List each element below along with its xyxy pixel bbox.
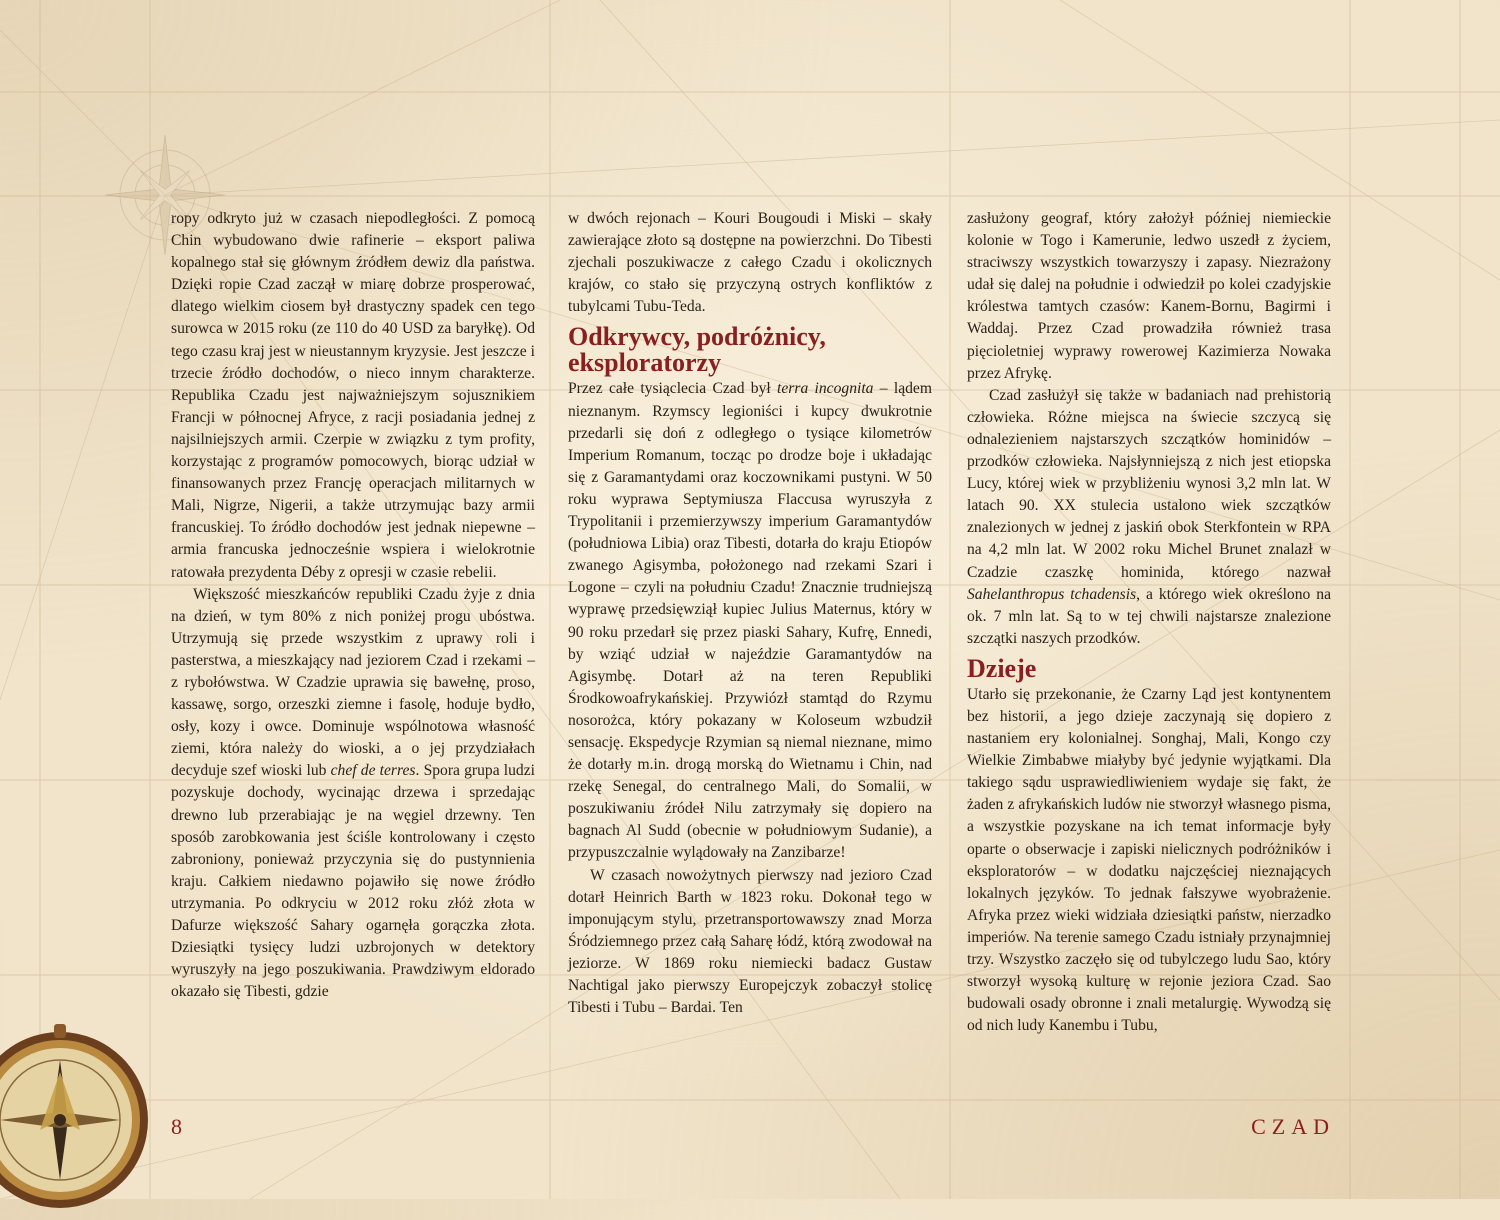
section-heading: Dzieje [967,653,1037,683]
paragraph: W czasach nowożytnych pierwszy nad jezioro Czad dotarł Heinrich Barth w 1823 roku. Dokonał tego w imponującym stylu, przetransportowawszy znad Morza Śródziemnego przez całą Saharę łódź, którą zwodował na jeziorze. W 1869 roku niemiecki badacz Gustaw Nachtigal jako pierwszy Europejczyk zobaczył stolicę Tibesti i Tubu – Bardai. Ten [568,866,932,1017]
paragraph: Utarło się przekonanie, że Czarny Ląd jest kontynentem bez historii, a jego dzieje zaczynają się dopiero z nastaniem ery kolonialnej. Songhaj, Mali, Kongo czy Wielkie Zimbabwe miałyby być jedynie wyjątkami. Dla takiego sądu usprawiedliwieniem wydaje się fakt, że żaden z afrykańskich ludów nie stworzył własnego pisma, a wszystkie pozyskane na ich temat informacje były oparte o obserwacje i zapiski nielicznych podróżników i eksploratorów – w dodatku najczęściej nieznających lokalnych języków. To jednak fałszywe wyobrażenie. Afryka przez wieki widziała dziesiątki państw, nierzadko imperiów. Na terenie samego Czadu istniały przynajmniej trzy. Wszystko zaczęło się od tubylczego ludu Sao, który stworzył wysoką kulturę w rejonie jeziora Czad. Sao budowali osady obronne i znali metalurgię. Wywodzą się od nich ludy Kanembu i Tubu, [967,685,1331,1035]
paragraph: w dwóch rejonach – Kouri Bougoudi i Miski – skały zawierające złoto są dostępne na powierzchni. Do Tibesti zjechali poszukiwacze z całego Czadu i okolicznych krajów, co stało się przyczyną ostrych konfliktów z tubylcami Tubu-Teda. [568,210,932,316]
page-number: 8 [171,1114,182,1139]
text-column-3 [967,208,1331,1037]
compass-icon [0,1020,160,1220]
paragraph: Przez całe tysiąclecia Czad był terra incognita – lądem nieznanym. Rzymscy legioniści i kupcy dwukrotnie przedarli się doń z odległego o tysiące kilometrów Imperium Romanum, tocząc po drodze boje i układając się z Garamantydami oraz koczownikami pustyni. W 50 roku wyprawa Septymiusza Flaccusa wyruszyła z Trypolitanii i przemierzywszy imperium Garamantydów (południowa Libia) oraz Tibesti, dotarła do kraju Etiopów zwanego Agisymba, położonego nad rzekami Szari i Logone – czyli na południu Czadu! Znacznie trudniejszą wyprawę przedsięwziął kupiec Julius Maternus, który w 90 roku przedarł się przez piaski Sahary, Kufrę, Ennedi, by wziąć udział w najeździe Garamantydów na Agisymbę. Dotarł aż na teren Republiki Środkowoafrykańskiej. Przywiózł stamtąd do Rzymu nosorożca, który pokazany w Koloseum wzbudził sensację. Ekspedycje Rzymian są niemal nieznane, mimo że dotarły m.in. drogą morską do Wietnamu i Chin, nad rzekę Senegal, do centralnego Mali, do Somalii, w poszukiwaniu źródeł Nilu zatrzymały się dopiero na bagnach Al Sudd (obecnie w południowym Sudanie), a przypuszczalnie wylądowały na Zanzibarze! [568,380,932,862]
paragraph: ropy odkryto już w czasach niepodległości. Z pomocą Chin wybudowano dwie rafinerie – eksport paliwa kopalnego stał się głównym źródłem dewiz dla państwa. Dzięki ropie Czad zaczął w miarę dobrze prosperować, dlatego wielkim ciosem był drastyczny spadek cen tego surowca w 2015 roku (ze 110 do 40 USD za baryłkę). Od tego czasu kraj jest w nieustannym kryzysie. Jest jeszcze i trzecie źródło dochodów, o nieco innym charakterze. Republika Czadu jest najważniejszym sojusznikiem Francji w północnej Afryce, z racji posiadania jednej z najsilniejszych armii. Czerpie w związku z tym profity, korzystając z programów pomocowych, biorąc udział w finansowanych przez Francję operacjach militarnych w Mali, Nigrze, Nigerii, a także utrzymując bazy armii francuskiej. To źródło dochodów jest jednak niepewne – armia francuska jednocześnie wspiera i wielokrotnie ratowała prezydenta Déby z opresji w czasie rebelii. [171,210,535,581]
section-heading: Odkrywcy, podróżnicy, eksploratorzy [568,322,826,378]
running-header: CZAD [1251,1114,1335,1139]
paragraph: Większość mieszkańców republiki Czadu żyje z dnia na dzień, w tym 80% z nich poniżej progu ubóstwa. Utrzymują się przede wszystkim z uprawy roli i pasterstwa, a mieszkający nad jeziorem Czad i rzekami – z rybołówstwa. W Czadzie uprawia się bawełnę, proso, kassawę, sorgo, orzeszki ziemne i fasolę, hoduje bydło, osły, kozy i owce. Dominuje wspólnotowa własność ziemi, która należy do wioski, a o jej przydziałach decyduje szef wioski lub chef de terres. Spora grupa ludzi pozyskuje dochody, wycinając drzewa i sprzedając drewno lub przerabiając je na węgiel drzewny. Ten sposób zarobkowania jest ściśle kontrolowany i często zabroniony, ponieważ przyczynia się do pustynnienia kraju. Całkiem niedawno pojawiło się nowe źródło utrzymania. Po odkryciu w 2012 roku złóż złota w Dafurze większość Sahary ogarnęła gorączka złota. Dziesiątki tysięcy ludzi uzbrojonych w detektory wyruszyły na jego poszukiwania. Prawdziwym eldorado okazało się Tibesti, gdzie [171,585,535,1001]
text-column-1 [171,208,535,1003]
italic-text: terra incognita [777,380,874,398]
italic-text: Sahelanthropus tchadensis [967,585,1137,603]
italic-text: chef de terres [330,762,416,780]
paragraph: zasłużony geograf, który założył później niemieckie kolonie w Togo i Kamerunie, ledwo uszedł z życiem, straciwszy wszystkich towarzyszy i zapasy. Niezrażony udał się dalej na południe i odwiedził po kolei czadyjskie królestwa tamtych czasów: Kanem-Bornu, Bagirmi i Waddaj. Przez Czad prowadziła również trasa pięcioletniej wyprawy rowerowej Kazimierza Nowaka przez Afrykę. [967,210,1331,382]
text-column-2 [568,208,932,1019]
paragraph: Czad zasłużył się także w badaniach nad prehistorią człowieka. Różne miejsca na świecie szczycą się odnalezieniem najstarszych szczątków hominidów – przodków człowieka. Najsłynniejszą z nich jest etiopska Lucy, której wiek w przybliżeniu wynosi 3,2 mln lat. W latach 90. XX stulecia ustalono wiek szczątków znalezionych w jednej z jaskiń obok Sterkfontein w RPA na 4,2 mln lat. W 2002 roku Michel Brunet znalazł w Czadzie czaszkę hominida, którego nazwał Sahelanthropus tchadensis, a którego wiek określono na ok. 7 mln lat. Są to w tej chwili najstarsze znalezione szczątki naszych przodków. [967,386,1331,647]
